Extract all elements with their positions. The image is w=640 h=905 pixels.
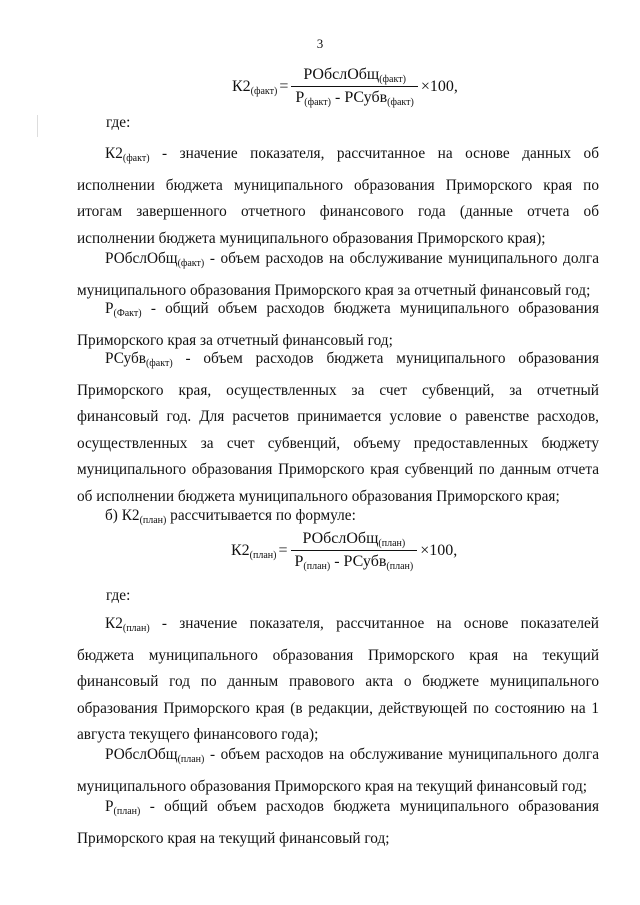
- formula-multiplier: ×100,: [420, 542, 458, 559]
- formula-equals: =: [278, 542, 288, 559]
- margin-mark: [37, 115, 38, 137]
- where-label: где:: [106, 114, 131, 131]
- formula-numerator: РОбслОбщ$_{(план)}$: [302, 530, 406, 549]
- formula-fraction: [291, 530, 418, 572]
- formula-k2-fact: [232, 66, 458, 108]
- definition-r-plan: $Р_{(план)}$ - общий объем расходов бюджета муниципального образования Приморского края на текущий финансовый год;: [77, 798, 599, 847]
- formula-fraction: [291, 66, 417, 108]
- item-b-intro: б) $К2_{(план)}$ рассчитывается по формуле:: [105, 507, 356, 526]
- definition-r-fact: $Р_{(Факт)}$ - общий объем расходов бюджета муниципального образования Приморского края за отчетный финансовый год;: [77, 300, 599, 349]
- definition-k2-plan: $К2_{(план)}$ - значение показателя, рассчитанное на основе показателей бюджета муниципального образования Приморского края на текущий финансовый год по данным правового акта о бюджете муниципального образования Приморского края (в редакции, действующей по состоянию на 1 августа текущего финансового года);: [77, 615, 599, 744]
- formula-equals: =: [279, 78, 289, 95]
- definition-k2-fact: $К2_{(факт)}$ - значение показателя, рассчитанное на основе данных об исполнении бюджета муниципального образования Приморского края по итогам завершенного отчетного финансового года (данные отчета об исполнении бюджета муниципального образования Приморского края);: [77, 145, 599, 247]
- definition-rsubv-fact: РСубв$_{(факт)}$ - объем расходов бюджета муниципального образования Приморского края, осуществленных за счет субвенций, за отчетный финансовый год. Для расчетов принимается условие о равенстве расходов, осуществленных за счет субвенций, объему предоставленных бюджету муниципального образования Приморского края субвенций по данным отчета об исполнении бюджета муниципального образования Приморского края;: [77, 350, 599, 505]
- definition-robsl-plan: РОбслОбщ$_{(план)}$ - объем расходов на обслуживание муниципального долга муниципального образования Приморского края на текущий финансовый год;: [77, 746, 599, 795]
- page-number: 3: [316, 36, 324, 51]
- formula-lhs: К2(факт): [232, 77, 278, 97]
- formula-denominator: $Р_{(план)}$ - РСубв$_{(план)}$: [291, 550, 418, 572]
- where-label: где:: [106, 587, 131, 604]
- formula-lhs: К2(план): [231, 541, 277, 561]
- formula-k2-plan: [231, 530, 457, 572]
- formula-denominator: $Р_{(факт)}$ - РСубв$_{(факт)}$: [291, 86, 417, 108]
- formula-numerator: РОбслОбщ$_{(факт)}$: [303, 66, 406, 85]
- formula-multiplier: ×100,: [420, 78, 458, 95]
- definition-robsl-fact: РОбслОбщ$_{(факт)}$ - объем расходов на обслуживание муниципального долга муниципального образования Приморского края за отчетный финансовый год;: [77, 250, 599, 299]
